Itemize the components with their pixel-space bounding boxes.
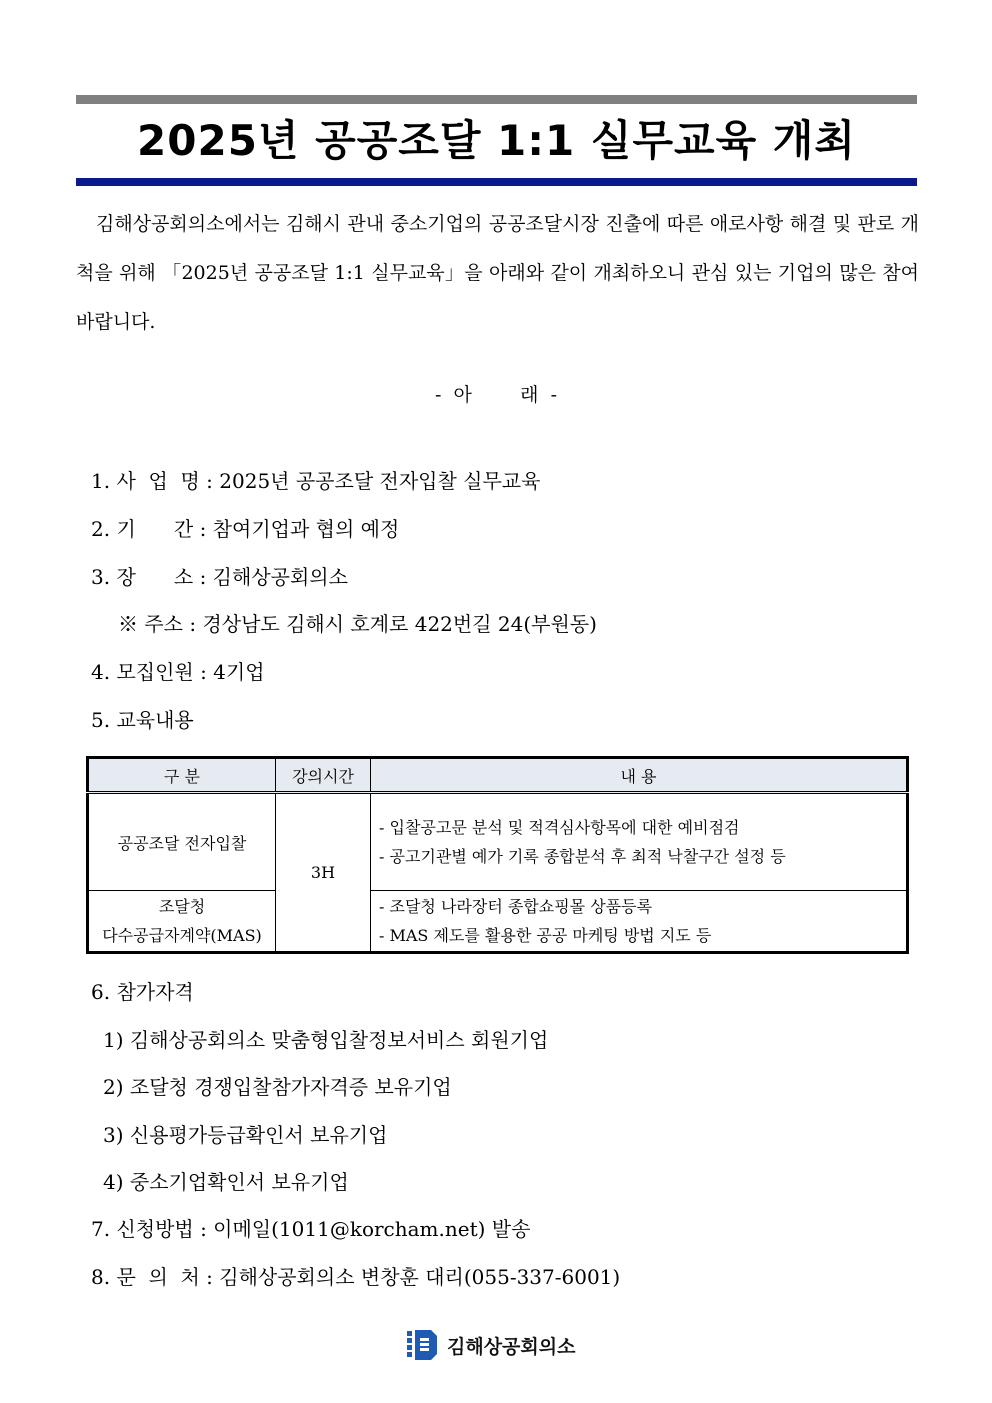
- row1-line-2: - 공고기관별 예가 기록 종합분석 후 최적 낙찰구간 설정 등: [379, 847, 786, 866]
- row2-content: [371, 891, 908, 953]
- intro-paragraph: 김해상공회의소에서는 김해시 관내 중소기업의 공공조달시장 진출에 따른 애로사항 해결 및 판로 개척을 위해 「2025년 공공조달 1:1 실무교육」을 아래와 같이 개최하오니 관심 있는 기업의 많은 참여 바랍니다.: [76, 213, 919, 333]
- row2-category-line-1: 조달청: [158, 897, 206, 916]
- item-place: 3. 장 소 : 김해상공회의소: [91, 565, 348, 589]
- item-business-name: 1. 사 업 명 : 2025년 공공조달 전자입찰 실무교육: [91, 469, 541, 493]
- row2-category-line-2: 다수공급자계약(MAS): [102, 926, 262, 945]
- header-content: 내 용: [371, 758, 908, 793]
- header-hours: 강의시간: [276, 758, 371, 793]
- page-title: 2025년 공공조달 1:1 실무교육 개최: [137, 116, 856, 165]
- row2-category: [88, 891, 276, 953]
- qualification-2: 2) 조달청 경쟁입찰참가자격증 보유기업: [103, 1075, 452, 1099]
- chamber-logo: [405, 1327, 575, 1363]
- qualification-1: 1) 김해상공회의소 맞춤형입찰정보서비스 회원기업: [103, 1028, 549, 1052]
- title-bottom-bar: [76, 178, 917, 186]
- row-hours: 3H: [276, 793, 371, 953]
- item-contact: 8. 문 의 처 : 김해상공회의소 변창훈 대리(055-337-6001): [91, 1265, 621, 1289]
- row1-line-1: - 입찰공고문 분석 및 적격심사항목에 대한 예비점검: [379, 818, 740, 837]
- qualification-3: 3) 신용평가등급확인서 보유기업: [103, 1123, 388, 1147]
- item-period: 2. 기 간 : 참여기업과 협의 예정: [91, 517, 400, 541]
- table-header-row: [88, 758, 908, 793]
- header-category: 구 분: [88, 758, 276, 793]
- item-application: 7. 신청방법 : 이메일(1011@korcham.net) 발송: [91, 1217, 531, 1241]
- chamber-logo-icon: [405, 1328, 441, 1362]
- table-row: [88, 891, 908, 953]
- chamber-logo-text: 김해상공회의소: [447, 1335, 576, 1358]
- item-recruit: 4. 모집인원 : 4기업: [91, 660, 265, 684]
- education-table: [86, 756, 909, 954]
- row2-line-2: - MAS 제도를 활용한 공공 마케팅 방법 지도 등: [379, 926, 712, 945]
- qualification-4: 4) 중소기업확인서 보유기업: [103, 1170, 349, 1194]
- section-divider-arae: - 아 래 -: [434, 384, 558, 406]
- title-top-bar: [76, 95, 917, 104]
- item-address-note: ※ 주소 : 경상남도 김해시 호계로 422번길 24(부원동): [118, 612, 597, 636]
- row1-content: [371, 793, 908, 891]
- item-qualification: 6. 참가자격: [91, 980, 194, 1004]
- item-education: 5. 교육내용: [91, 708, 194, 732]
- row2-line-1: - 조달청 나라장터 종합쇼핑몰 상품등록: [379, 897, 653, 916]
- row1-category: 공공조달 전자입찰: [88, 793, 276, 891]
- table-row: [88, 793, 908, 891]
